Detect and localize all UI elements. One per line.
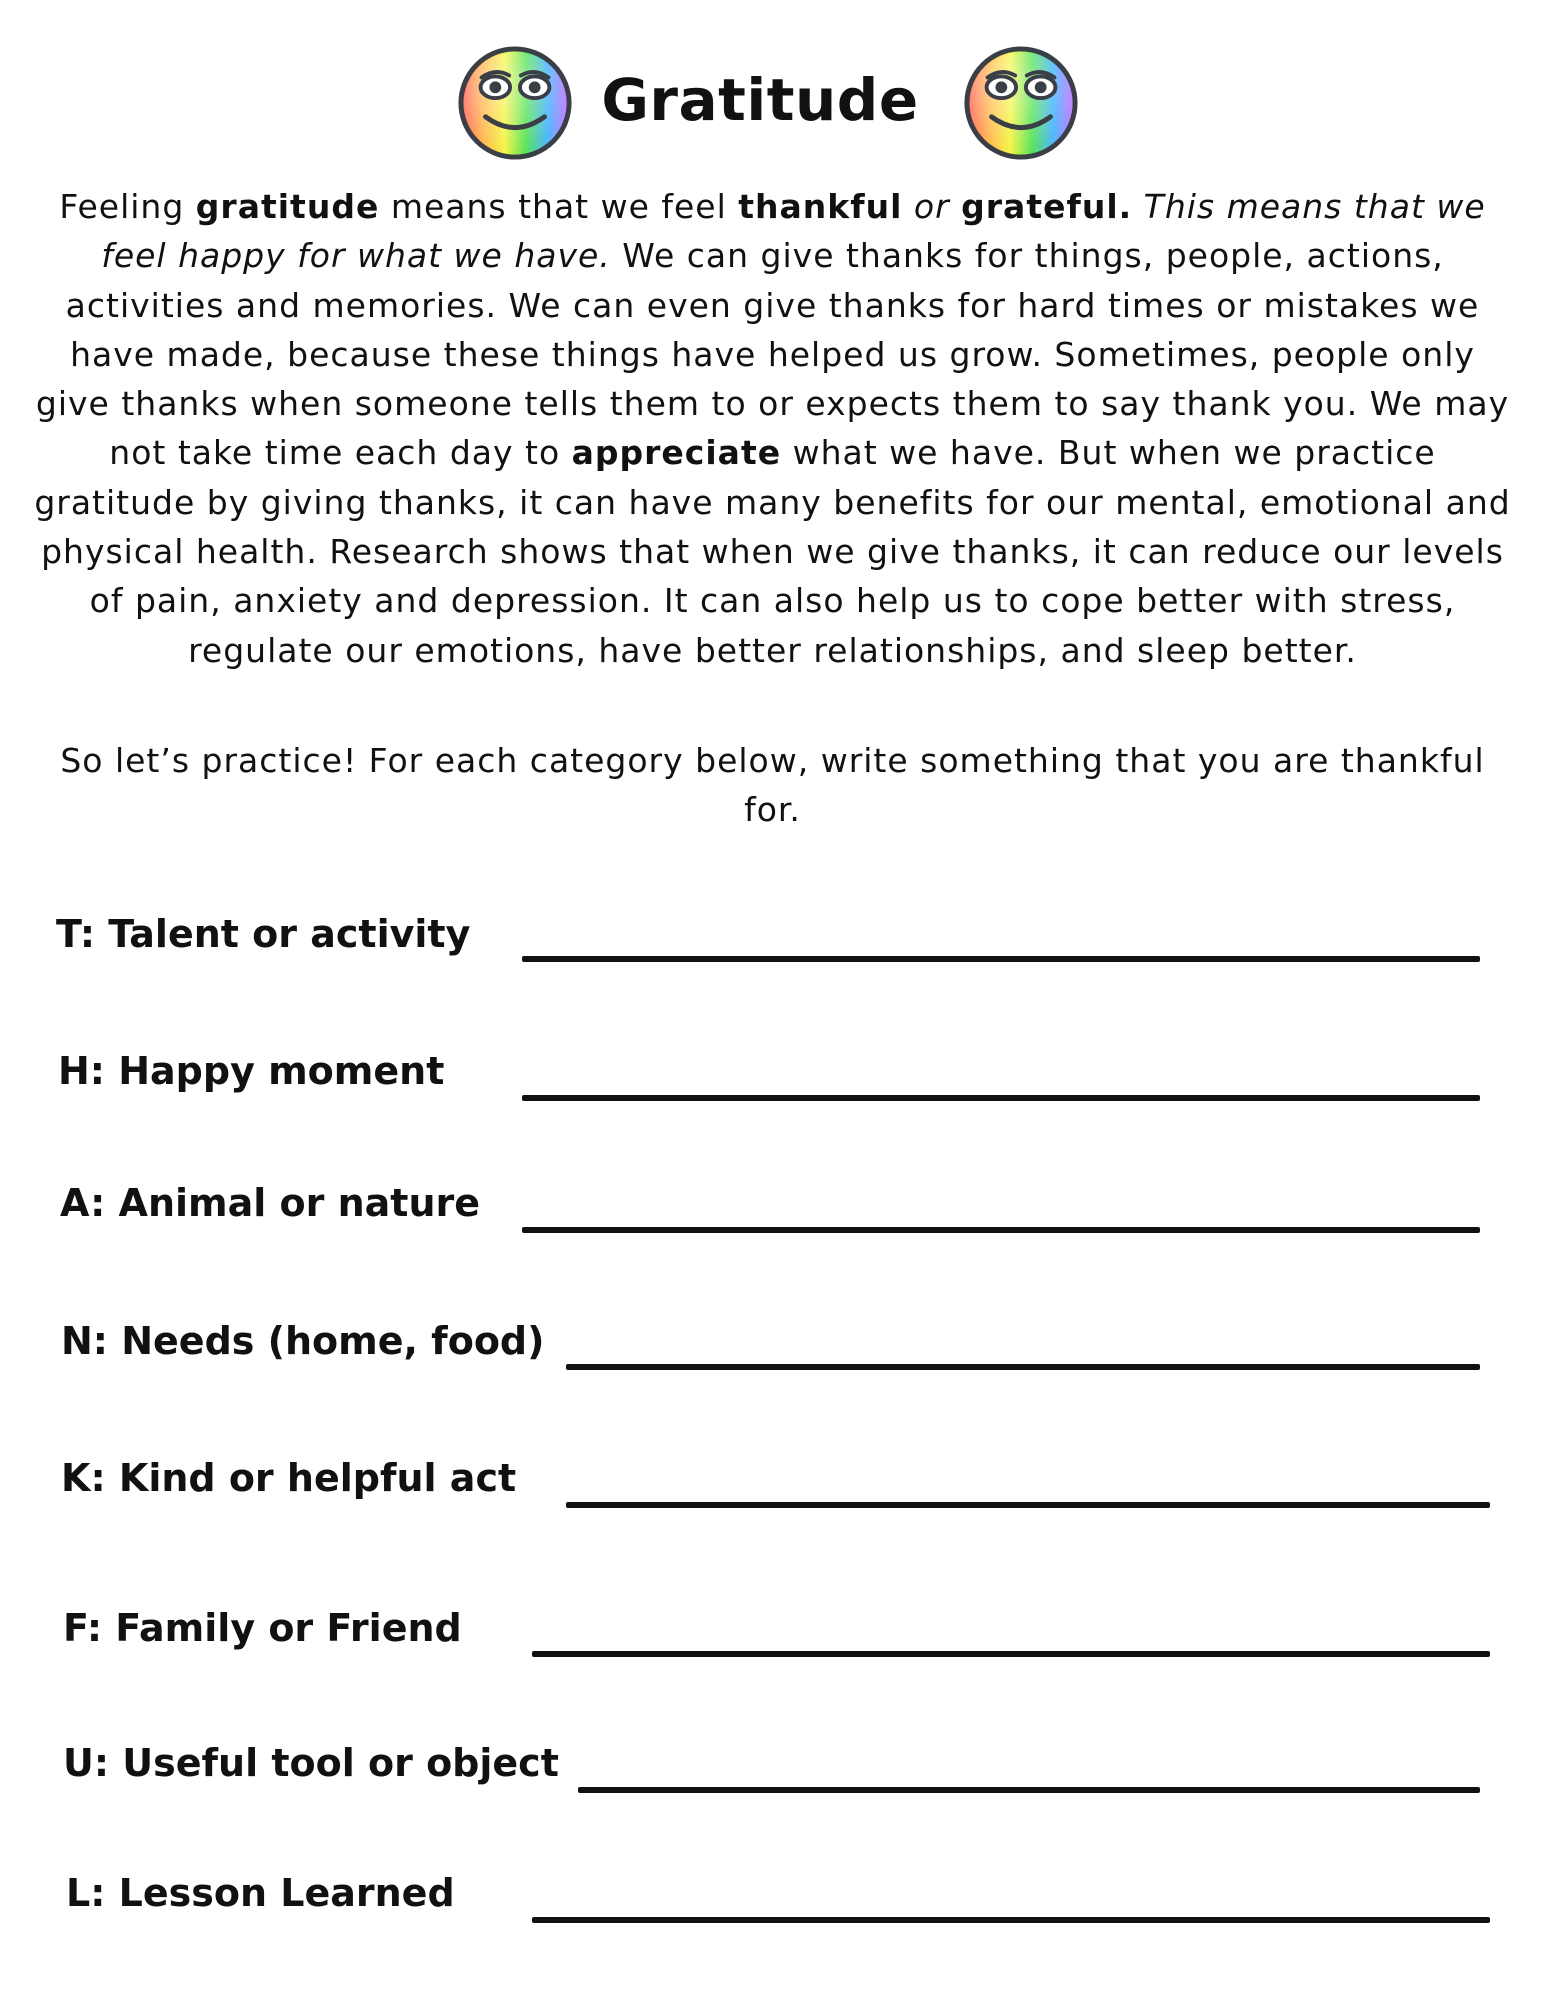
rainbow-smiley-icon bbox=[962, 44, 1080, 162]
category-label: A: Animal or nature bbox=[60, 1181, 481, 1225]
intro-text: means that we feel bbox=[379, 187, 739, 226]
category-label: L: Lesson Learned bbox=[66, 1871, 455, 1915]
answer-line-talent[interactable] bbox=[522, 956, 1480, 962]
category-row-needs bbox=[0, 1319, 1545, 1389]
category-label: T: Talent or activity bbox=[56, 912, 471, 956]
answer-line-happy-moment[interactable] bbox=[522, 1095, 1480, 1101]
category-row-animal bbox=[0, 1181, 1545, 1251]
intro-text: Feeling bbox=[59, 187, 196, 226]
answer-line-needs[interactable] bbox=[566, 1364, 1480, 1370]
category-row-talent bbox=[0, 912, 1545, 982]
term-gratitude: gratitude bbox=[195, 187, 380, 226]
answer-line-family[interactable] bbox=[532, 1651, 1490, 1657]
term-thankful: thankful bbox=[738, 187, 903, 226]
answer-line-animal[interactable] bbox=[522, 1227, 1480, 1233]
intro-text: what we have. But when we practice gratitude by giving thanks, it can have many benefits for our mental, emotional and physical health. Research shows that when we give thanks, it can reduce our levels of pain, anxiety and depression. It can also help us to cope better with stress, regulate our emotions, have better relationships, and sleep better. bbox=[34, 433, 1511, 670]
category-label: F: Family or Friend bbox=[63, 1606, 462, 1650]
intro-text: We can give thanks for things, people, actions, activities and memories. We can even give thanks for hard times or mistakes we have made, because these things have helped us grow. Sometimes, people only give thanks when someone tells them to or expects them to say thank you. We may not take time each day to bbox=[35, 236, 1510, 473]
intro-text: or bbox=[902, 187, 962, 226]
term-grateful: grateful. bbox=[961, 187, 1133, 226]
category-label: K: Kind or helpful act bbox=[61, 1456, 517, 1500]
intro-paragraph bbox=[30, 182, 1515, 675]
category-label: U: Useful tool or object bbox=[63, 1741, 559, 1785]
category-label: N: Needs (home, food) bbox=[61, 1319, 545, 1363]
category-row-happy-moment bbox=[0, 1049, 1545, 1119]
category-label: H: Happy moment bbox=[58, 1049, 445, 1093]
intro-italic-text: This means that we feel happy for what we have. bbox=[101, 187, 1486, 276]
category-row-lesson bbox=[0, 1871, 1545, 1941]
answer-line-kind-act[interactable] bbox=[566, 1502, 1490, 1508]
rainbow-smiley-icon bbox=[456, 44, 574, 162]
answer-line-useful-tool[interactable] bbox=[578, 1787, 1480, 1793]
page-title: Gratitude bbox=[601, 66, 919, 134]
category-row-useful-tool bbox=[0, 1741, 1545, 1811]
worksheet-header bbox=[0, 44, 1545, 164]
practice-instructions: So let’s practice! For each category below, write something that you are thankful for. bbox=[60, 741, 1485, 829]
term-appreciate: appreciate bbox=[571, 433, 782, 473]
category-row-kind-act bbox=[0, 1456, 1545, 1526]
category-row-family bbox=[0, 1606, 1545, 1676]
answer-line-lesson[interactable] bbox=[532, 1917, 1490, 1923]
